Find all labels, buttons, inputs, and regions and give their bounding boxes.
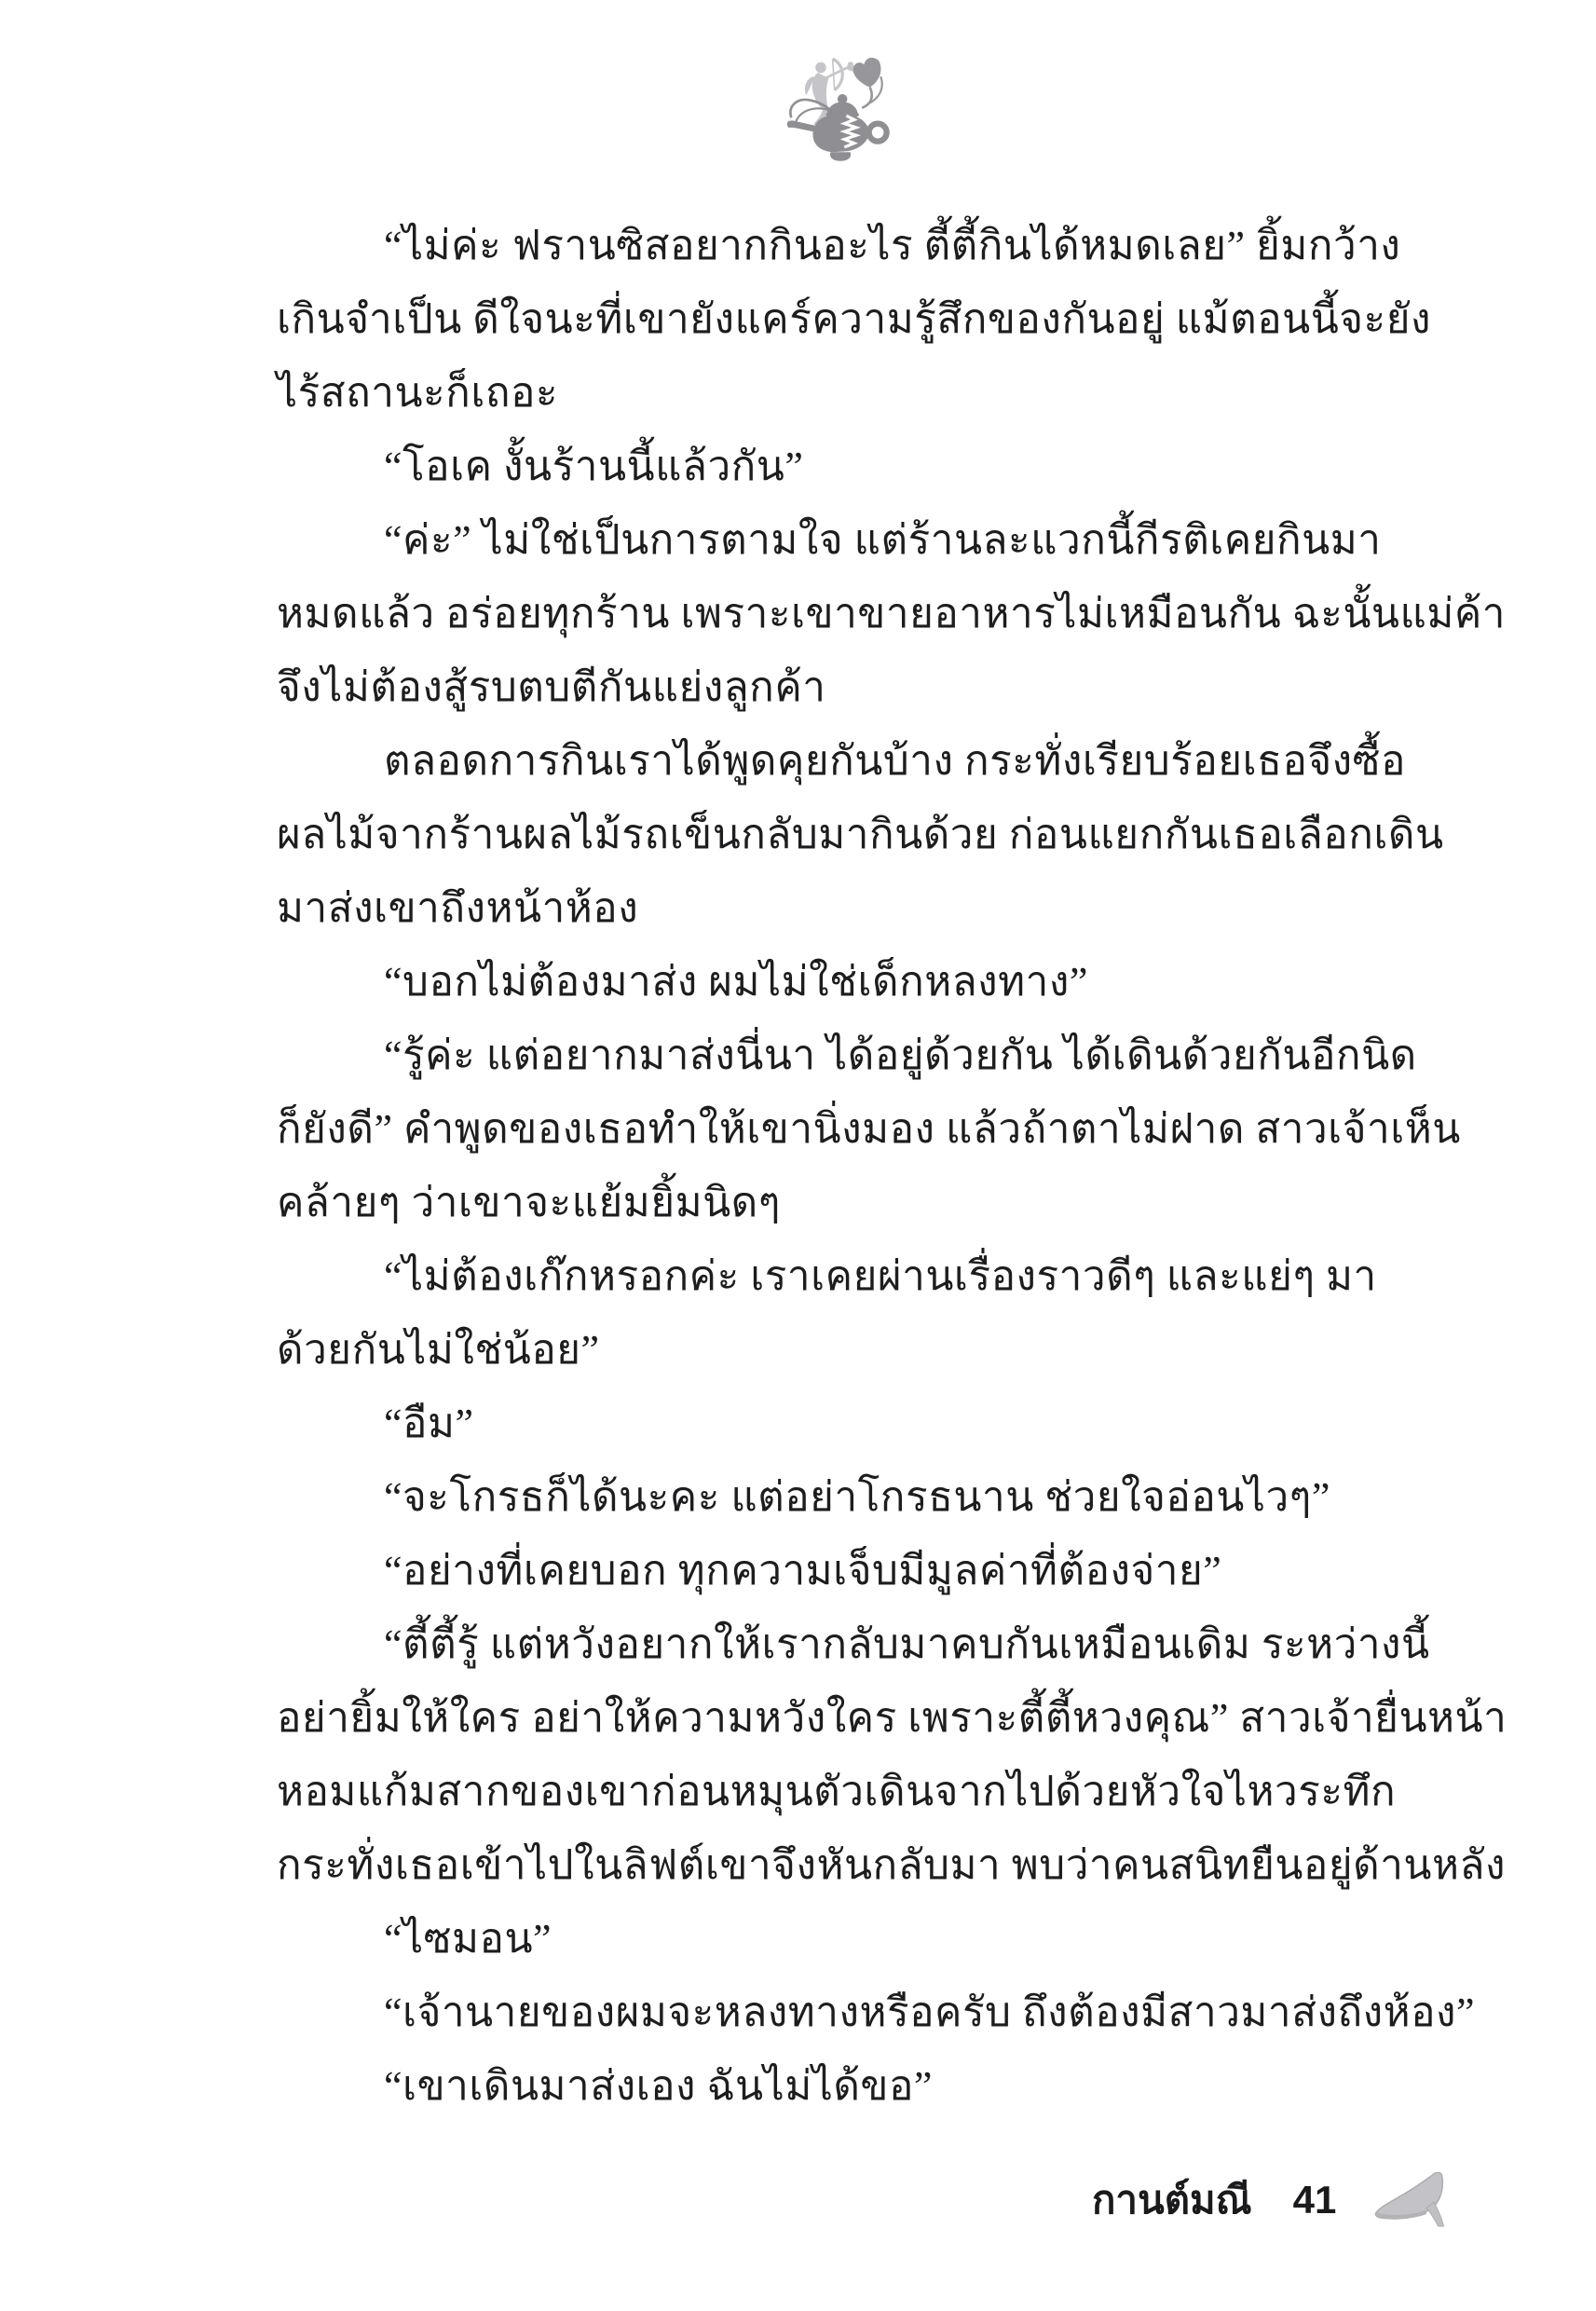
text-line: “จะโกรธก็ได้นะคะ แต่อย่าโกรธนาน ช่วยใจอ่อนไวๆ” [384, 1474, 1330, 1520]
text-line: “บอกไม่ต้องมาส่ง ผมไม่ใช่เด็กหลงทาง” [384, 959, 1088, 1005]
text-line: “เขาเดินมาส่งเอง ฉันไม่ได้ขอ” [384, 2063, 933, 2109]
text-line: “รู้ค่ะ แต่อยากมาส่งนี่นา ได้อยู่ด้วยกัน ได้เดินด้วยกันอีกนิด [384, 1032, 1417, 1078]
text-line: ด้วยกันไม่ใช่น้อย” [277, 1327, 600, 1373]
text-line: ก็ยังดี” คำพูดของเธอทำให้เขานิ่งมอง แล้วถ้าตาไม่ฝาด สาวเจ้าเห็น [277, 1106, 1461, 1152]
text-line: เกินจำเป็น ดีใจนะที่เขายังแคร์ความรู้สึกของกันอยู่ แม้ตอนนี้จะยัง [277, 296, 1431, 342]
text-line: ผลไม้จากร้านผลไม้รถเข็นกลับมากินด้วย ก่อนแยกกันเธอเลือกเดิน [277, 812, 1444, 857]
text-line: ไร้สถานะก็เถอะ [277, 370, 559, 416]
text-line: “อย่างที่เคยบอก ทุกความเจ็บมีมูลค่าที่ต้องจ่าย” [384, 1548, 1222, 1593]
page-number: 41 [1292, 2178, 1337, 2222]
text-line: ตลอดการกินเราได้พูดคุยกันบ้าง กระทั่งเรียบร้อยเธอจึงซื้อ [384, 738, 1406, 784]
text-line: “ค่ะ” ไม่ใช่เป็นการตามใจ แต่ร้านละแวกนี้กีรติเคยกินมา [384, 517, 1382, 563]
text-line: “ไม่ต้องเก๊กหรอกค่ะ เราเคยผ่านเรื่องราวดีๆ และแย่ๆ มา [384, 1253, 1377, 1299]
text-line: “ตี้ตี้รู้ แต่หวังอยากให้เรากลับมาคบกันเหมือนเดิม ระหว่างนี้ [384, 1621, 1430, 1667]
high-heel-shoe-icon [1371, 2172, 1463, 2228]
text-line: คล้ายๆ ว่าเขาจะแย้มยิ้มนิดๆ [277, 1180, 781, 1225]
text-line: อย่ายิ้มให้ใคร อย่าให้ความหวังใคร เพราะตี้ตี้หวงคุณ” สาวเจ้ายื่นหน้า [277, 1695, 1507, 1741]
text-line: “เจ้านายของผมจะหลงทางหรือครับ ถึงต้องมีสาวมาส่งถึงห้อง” [384, 1990, 1476, 2035]
text-line: จึงไม่ต้องสู้รบตบตีกันแย่งลูกค้า [277, 664, 826, 710]
text-line: มาส่งเขาถึงหน้าห้อง [277, 885, 639, 931]
text-line: “ไม่ค่ะ ฟรานซิสอยากกินอะไร ตี้ตี้กินได้หมดเลย” ยิ้มกว้าง [384, 223, 1401, 268]
text-line: หมดแล้ว อร่อยทุกร้าน เพราะเขาขายอาหารไม่เหมือนกัน ฉะนั้นแม่ค้า [277, 591, 1506, 636]
text-line: “โอเค งั้นร้านนี้แล้วกัน” [384, 444, 804, 489]
text-line: หอมแก้มสากของเขาก่อนหมุนตัวเดินจากไปด้วยหัวใจไหวระทึก [277, 1769, 1397, 1814]
author-name: กานต์มณี [1092, 2178, 1252, 2222]
cupid-genie-lamp-ornament-icon [785, 54, 893, 170]
text-line: “อืม” [384, 1401, 474, 1446]
text-line: กระทั่งเธอเข้าไปในลิฟต์เขาจึงหันกลับมา พบว่าคนสนิทยืนอยู่ด้านหลัง [277, 1842, 1506, 1888]
text-line: “ไซมอน” [384, 1916, 552, 1962]
page-footer [1092, 2171, 1463, 2229]
body-text [277, 209, 1507, 2123]
